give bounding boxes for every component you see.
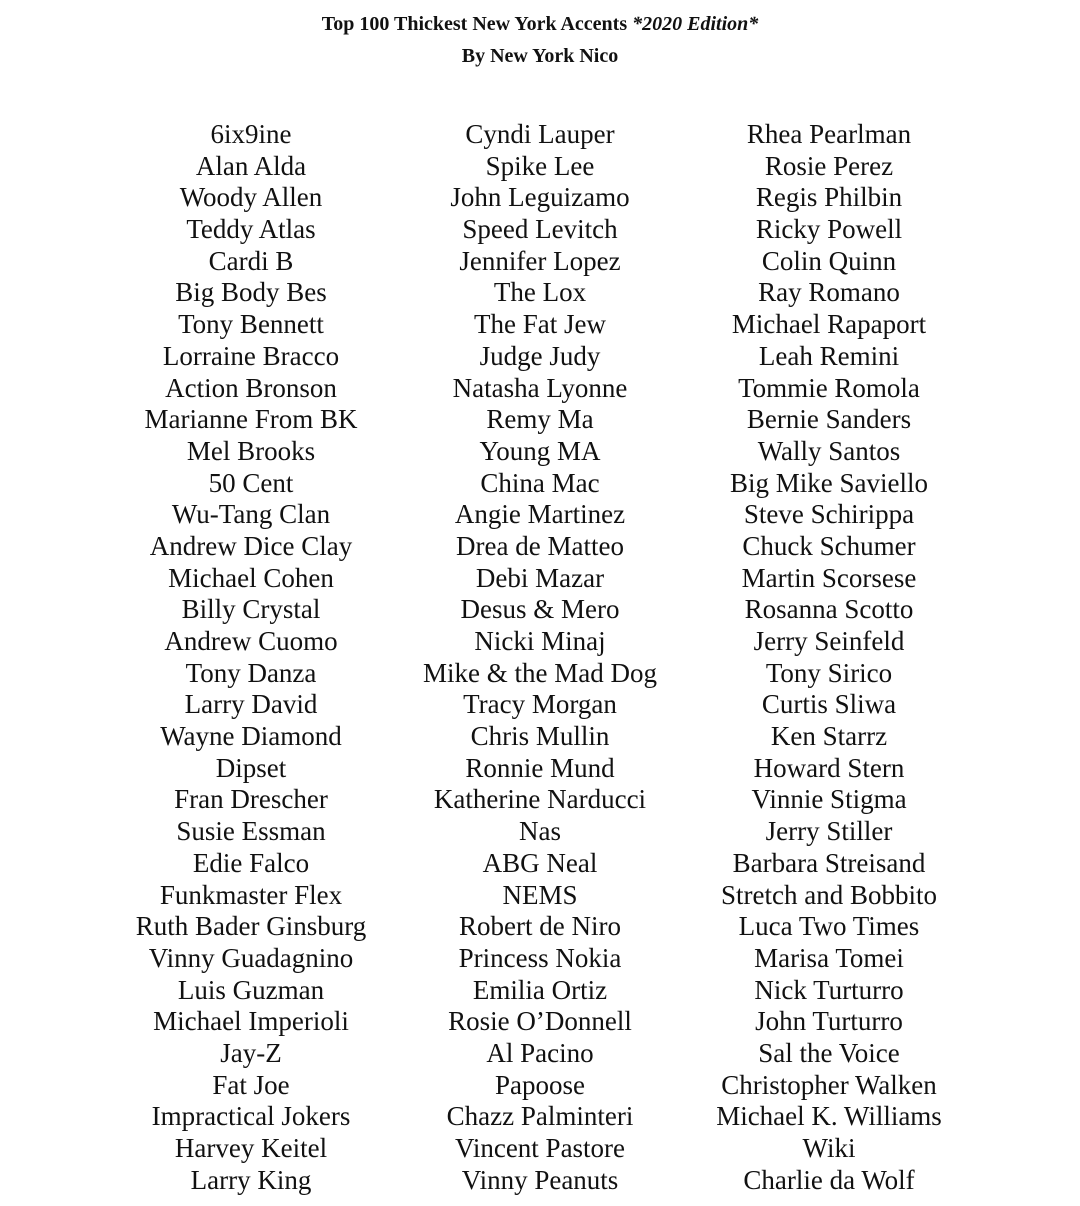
name-entry: Vincent Pastore (454, 1133, 626, 1163)
name-entry: Funkmaster Flex (159, 879, 343, 910)
name-entry: Angie Martinez (454, 499, 626, 530)
name-entry: Nicki Minaj (474, 626, 606, 656)
byline: By New York Nico (461, 45, 619, 67)
name-entry: Katherine Narducci (433, 784, 647, 815)
name-entry: Wayne Diamond (160, 721, 342, 752)
name-entry: Michael Rapaport (731, 309, 927, 340)
name-entry: Marianne From BK (144, 404, 358, 435)
name-entry: Spike Lee (485, 150, 595, 181)
title-main: Top 100 Thickest New York Accents (321, 13, 633, 35)
title-edition: *2020 Edition* (632, 13, 759, 35)
name-entry: Tommie Romola (738, 372, 920, 403)
name-entry: Papoose (495, 1069, 585, 1100)
name-entry: Desus & Mero (460, 594, 620, 625)
name-entry: Young MA (479, 435, 601, 466)
document-header (0, 8, 1080, 72)
name-entry: Regis Philbin (755, 182, 903, 213)
name-entry: Natasha Lyonne (452, 372, 628, 403)
name-entry: Sal the Voice (758, 1037, 900, 1068)
name-entry: 6ix9ine (210, 119, 292, 149)
name-entry: Stretch and Bobbito (721, 879, 937, 910)
name-entry: Tony Danza (185, 657, 317, 688)
name-entry: Speed Levitch (462, 214, 618, 245)
name-entry: Jay-Z (220, 1037, 282, 1068)
name-entry: Cardi B (208, 245, 294, 276)
name-entry: Rosie Perez (764, 150, 894, 181)
name-entry: Chuck Schumer (742, 530, 916, 561)
name-entry: Andrew Dice Clay (149, 530, 353, 561)
name-entry: John Turturro (755, 1006, 903, 1037)
name-entry: Vinny Peanuts (461, 1164, 619, 1195)
name-entry: Lorraine Bracco (162, 340, 340, 371)
name-entry: Tony Sirico (765, 657, 893, 688)
name-entry: Edie Falco (192, 847, 310, 878)
name-entry: Jerry Stiller (765, 816, 893, 847)
name-entry: Martin Scorsese (741, 562, 917, 593)
name-entry: Charlie da Wolf (743, 1164, 915, 1195)
name-entry: Barbara Streisand (732, 847, 926, 878)
name-entry: Big Mike Saviello (730, 467, 928, 498)
name-entry: Mel Brooks (186, 435, 316, 466)
name-entry: Cyndi Lauper (465, 119, 615, 149)
name-entry: Nas (519, 816, 561, 847)
name-entry: Larry David (184, 689, 318, 720)
name-entry: Debi Mazar (475, 562, 605, 593)
name-entry: Howard Stern (753, 752, 905, 783)
name-entry: Luca Two Times (738, 911, 920, 942)
name-entry: Rhea Pearlman (746, 119, 912, 149)
name-entry: 50 Cent (208, 467, 294, 498)
name-entry: Remy Ma (486, 404, 594, 435)
name-entry: Tracy Morgan (463, 689, 617, 720)
name-entry: Curtis Sliwa (761, 689, 897, 720)
name-entry: Susie Essman (176, 816, 326, 847)
name-entry: Harvey Keitel (174, 1133, 328, 1163)
name-entry: Dipset (215, 752, 287, 783)
name-entry: Mike & the Mad Dog (423, 657, 657, 688)
name-entry: Princess Nokia (458, 942, 622, 973)
name-entry: Al Pacino (486, 1037, 594, 1068)
name-entry: Luis Guzman (177, 974, 325, 1005)
name-entry: The Fat Jew (474, 309, 606, 340)
name-entry: Larry King (190, 1164, 312, 1195)
name-entry: The Lox (493, 277, 587, 308)
name-entry: Rosie O’Donnell (448, 1006, 632, 1037)
name-entry: Ray Romano (758, 277, 900, 308)
name-entry: Fat Joe (212, 1069, 290, 1100)
name-entry: Colin Quinn (761, 245, 897, 276)
name-entry: Vinnie Stigma (751, 784, 907, 815)
name-entry: Alan Alda (195, 150, 307, 181)
name-entry: Marisa Tomei (754, 942, 904, 973)
name-entry: Leah Remini (758, 340, 900, 371)
name-entry: Fran Drescher (174, 784, 328, 815)
name-entry: Big Body Bes (175, 277, 327, 308)
name-entry: Christopher Walken (721, 1069, 937, 1100)
name-entry: Billy Crystal (181, 594, 321, 625)
name-entry: Nick Turturro (754, 974, 904, 1005)
name-entry: Teddy Atlas (186, 214, 316, 245)
name-entry: Steve Schirippa (743, 499, 915, 530)
name-entry: Michael Imperioli (153, 1006, 349, 1037)
name-entry: John Leguizamo (450, 182, 630, 213)
name-entry: Jennifer Lopez (459, 245, 621, 276)
name-entry: Ruth Bader Ginsburg (135, 911, 367, 942)
name-entry: Chazz Palminteri (446, 1101, 634, 1132)
name-entry: China Mac (480, 467, 600, 498)
name-entry: Emilia Ortiz (472, 974, 608, 1005)
name-entry: Ken Starrz (770, 721, 888, 752)
name-entry: Michael Cohen (168, 562, 334, 593)
name-entry: ABG Neal (482, 847, 598, 878)
name-entry: Bernie Sanders (746, 404, 912, 435)
name-entry: Wiki (802, 1133, 856, 1163)
name-entry: Michael K. Williams (716, 1101, 942, 1132)
name-entry: Chris Mullin (470, 721, 610, 752)
name-entry: Woody Allen (179, 182, 323, 213)
name-entry: Ronnie Mund (465, 752, 615, 783)
name-entry: Andrew Cuomo (164, 626, 338, 656)
name-entry: NEMS (502, 879, 578, 910)
name-entry: Impractical Jokers (151, 1101, 351, 1132)
document-title (0, 8, 1080, 40)
name-entry: Drea de Matteo (456, 530, 624, 561)
name-entry: Wu-Tang Clan (171, 499, 331, 530)
name-entry: Ricky Powell (755, 214, 903, 245)
name-entry: Action Bronson (165, 372, 337, 403)
name-entry: Judge Judy (479, 340, 601, 371)
name-entry: Vinny Guadagnino (148, 942, 354, 973)
name-entry: Tony Bennett (178, 309, 324, 340)
name-column-3 (649, 119, 1009, 1196)
name-entry: Wally Santos (757, 435, 901, 466)
name-entry: Robert de Niro (459, 911, 621, 942)
name-list (0, 119, 1080, 1199)
name-entry: Jerry Seinfeld (753, 626, 905, 656)
name-entry: Rosanna Scotto (744, 594, 914, 625)
